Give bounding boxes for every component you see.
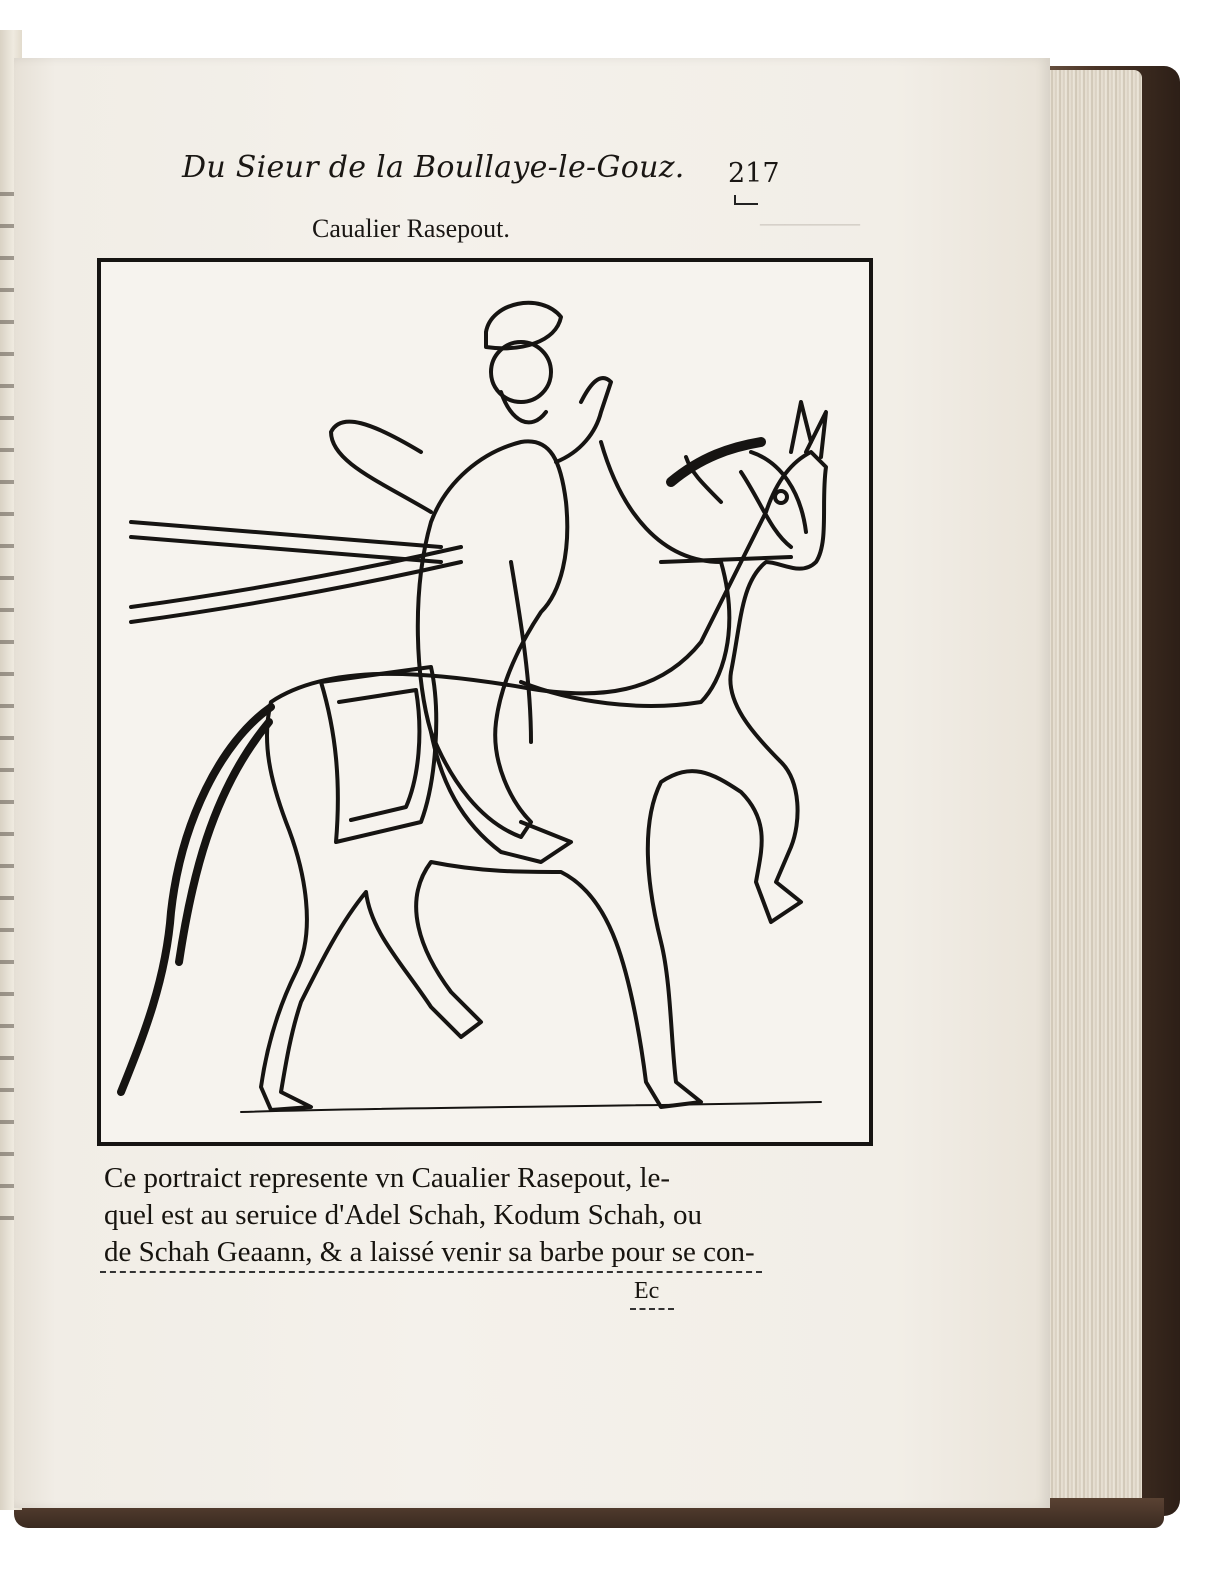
caption-line: quel est au seruice d'Adel Schah, Kodum Schah, ou (104, 1199, 702, 1231)
horse-mane (671, 442, 761, 482)
horse-body (261, 452, 826, 1110)
caption-underline (100, 1271, 762, 1273)
scabbard-lower (131, 547, 461, 622)
page-number-bracket (734, 195, 758, 205)
scabbard-upper (131, 522, 441, 562)
signature-mark: Ec (634, 1278, 660, 1304)
caption-text (104, 1160, 774, 1271)
saddle-cloth-trim (339, 690, 419, 820)
caption-line: de Schah Geaann, & a laissé venir sa barbe pour se con- (104, 1236, 755, 1268)
rider-sash (511, 562, 531, 742)
rider-leg (431, 732, 571, 862)
woodcut-illustration (97, 258, 873, 1146)
plate-title: Caualier Rasepout. (312, 214, 510, 243)
reins (521, 442, 729, 706)
rider-scarf (331, 422, 431, 512)
rider-body (418, 441, 567, 837)
horse-eye (775, 491, 787, 503)
page-edges (1046, 70, 1142, 1510)
horse-tail (121, 707, 271, 1092)
horse-ears (791, 402, 826, 457)
rider-on-horse-drawing (101, 262, 869, 1142)
show-through-text: ———— (760, 210, 860, 237)
running-head: Du Sieur de la Boullaye-le-Gouz. (182, 150, 685, 185)
page-number: 217 (728, 158, 780, 189)
signature-underline (630, 1308, 674, 1310)
caption-line: Ce portraict represente vn Caualier Rasepout, le- (104, 1162, 671, 1194)
ground-line (241, 1102, 821, 1112)
